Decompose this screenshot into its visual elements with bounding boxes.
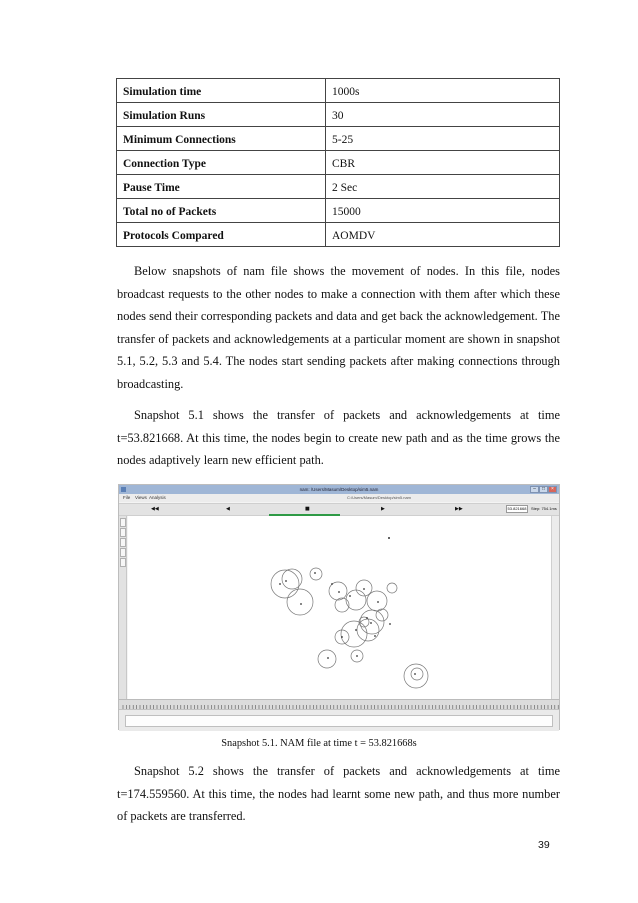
network-node bbox=[363, 588, 365, 590]
transmission-range bbox=[367, 591, 387, 611]
value-cell: AOMDV bbox=[326, 223, 560, 247]
network-node bbox=[414, 673, 416, 675]
network-node bbox=[285, 580, 287, 582]
window-title: nam: /Users/Masum/Desktop/sim5.nam bbox=[299, 487, 379, 492]
network-node bbox=[370, 622, 372, 624]
transmission-range bbox=[318, 650, 336, 668]
network-node bbox=[300, 603, 302, 605]
stop-button[interactable]: ■ bbox=[305, 506, 310, 512]
vertical-scrollbar[interactable] bbox=[551, 516, 559, 699]
figure-caption: Snapshot 5.1. NAM file at time t = 53.821668s bbox=[221, 738, 417, 749]
transmission-range bbox=[310, 568, 322, 580]
horizontal-scrollbar[interactable] bbox=[119, 709, 559, 731]
transmission-range bbox=[404, 664, 428, 688]
network-node bbox=[377, 601, 379, 603]
table-row bbox=[117, 223, 560, 247]
value-cell: 5-25 bbox=[326, 127, 560, 151]
paragraph-snapshot-5-1 bbox=[117, 404, 560, 472]
transmission-range bbox=[346, 590, 366, 610]
zoom-out-button[interactable] bbox=[120, 528, 126, 537]
network-node bbox=[389, 623, 391, 625]
rewind-button[interactable]: ◀◀ bbox=[151, 506, 159, 512]
parameter-cell: Total no of Packets bbox=[117, 199, 326, 223]
fast-forward-button[interactable]: ▶▶ bbox=[455, 506, 463, 512]
network-topology bbox=[128, 516, 553, 699]
nam-screenshot bbox=[118, 484, 560, 730]
network-node bbox=[279, 583, 281, 585]
menu-bar bbox=[119, 494, 559, 502]
file-path: C:/Users/Masum/Desktop/sim5.nam bbox=[346, 495, 411, 500]
parameter-cell: Pause Time bbox=[117, 175, 326, 199]
paragraph-text: Snapshot 5.1 shows the transfer of packets and acknowledgements at time t=53.821668. At this time, the nodes begin to create new path and as the time grows the nodes adaptively learn new efficient path. bbox=[117, 408, 560, 467]
network-node bbox=[388, 537, 390, 539]
timeline-ruler[interactable] bbox=[119, 699, 559, 709]
parameter-cell: Simulation Runs bbox=[117, 103, 326, 127]
table-row bbox=[117, 151, 560, 175]
network-node bbox=[331, 583, 333, 585]
value-cell: CBR bbox=[326, 151, 560, 175]
transmission-range bbox=[335, 598, 349, 612]
simulation-parameters-table bbox=[116, 78, 560, 247]
window-titlebar bbox=[119, 485, 559, 494]
paragraph-nam-movement bbox=[117, 260, 560, 395]
menu-views[interactable]: Views bbox=[135, 495, 147, 500]
minimize-button[interactable]: – bbox=[530, 486, 539, 493]
paragraph-snapshot-5-2 bbox=[117, 760, 560, 828]
paragraph-text: Below snapshots of nam file shows the movement of nodes. In this file, nodes broadcast requests to the other nodes to make a connection with them after which these nodes send their corresponding packets and data and get back the acknowledgement. The transfer of packets and acknowledgements at a particular moment are shown in snapshot 5.1, 5.2, 5.3 and 5.4. The nodes start sending packets after making connections through broadcasting. bbox=[117, 264, 560, 391]
scroll-track[interactable] bbox=[125, 715, 553, 727]
transmission-range bbox=[287, 589, 313, 615]
menu-file[interactable]: File bbox=[123, 495, 131, 500]
toolbar-button[interactable] bbox=[120, 538, 126, 547]
zoom-in-button[interactable] bbox=[120, 518, 126, 527]
network-node bbox=[366, 617, 368, 619]
zoom-toolbar bbox=[119, 516, 127, 699]
network-node bbox=[314, 572, 316, 574]
transmission-range bbox=[411, 668, 423, 680]
table-row bbox=[117, 175, 560, 199]
close-button[interactable]: × bbox=[548, 486, 557, 493]
parameter-cell: Protocols Compared bbox=[117, 223, 326, 247]
time-display: 53.821668 bbox=[507, 506, 527, 511]
value-cell: 2 Sec bbox=[326, 175, 560, 199]
table-row bbox=[117, 199, 560, 223]
transmission-range bbox=[387, 583, 397, 593]
table-row bbox=[117, 79, 560, 103]
menu-analysis[interactable]: Analysis bbox=[149, 495, 166, 500]
paragraph-text: Snapshot 5.2 shows the transfer of packets and acknowledgements at time t=174.559560. At this time, the nodes had learnt some new path, and thus more number of packets are transferred. bbox=[117, 764, 560, 823]
transmission-range bbox=[360, 610, 384, 634]
network-node bbox=[338, 591, 340, 593]
network-node bbox=[341, 636, 343, 638]
network-node bbox=[356, 655, 358, 657]
value-cell: 15000 bbox=[326, 199, 560, 223]
page-number: 39 bbox=[538, 839, 550, 851]
table-row bbox=[117, 127, 560, 151]
parameter-cell: Simulation time bbox=[117, 79, 326, 103]
parameter-cell: Minimum Connections bbox=[117, 127, 326, 151]
maximize-button[interactable]: □ bbox=[539, 486, 548, 493]
value-cell: 1000s bbox=[326, 79, 560, 103]
parameter-cell: Connection Type bbox=[117, 151, 326, 175]
play-backward-button[interactable]: ◀ bbox=[226, 506, 230, 512]
step-label: Step: 754.1ms bbox=[531, 506, 557, 511]
play-button[interactable]: ▶ bbox=[381, 506, 385, 512]
transmission-range bbox=[357, 619, 379, 641]
table-row bbox=[117, 103, 560, 127]
transmission-range bbox=[271, 570, 299, 598]
value-cell: 30 bbox=[326, 103, 560, 127]
network-node bbox=[327, 657, 329, 659]
network-node bbox=[374, 635, 376, 637]
network-canvas[interactable] bbox=[128, 516, 553, 699]
toolbar-button[interactable] bbox=[120, 548, 126, 557]
network-node bbox=[349, 595, 351, 597]
toolbar-button[interactable] bbox=[120, 558, 126, 567]
network-node bbox=[355, 629, 357, 631]
